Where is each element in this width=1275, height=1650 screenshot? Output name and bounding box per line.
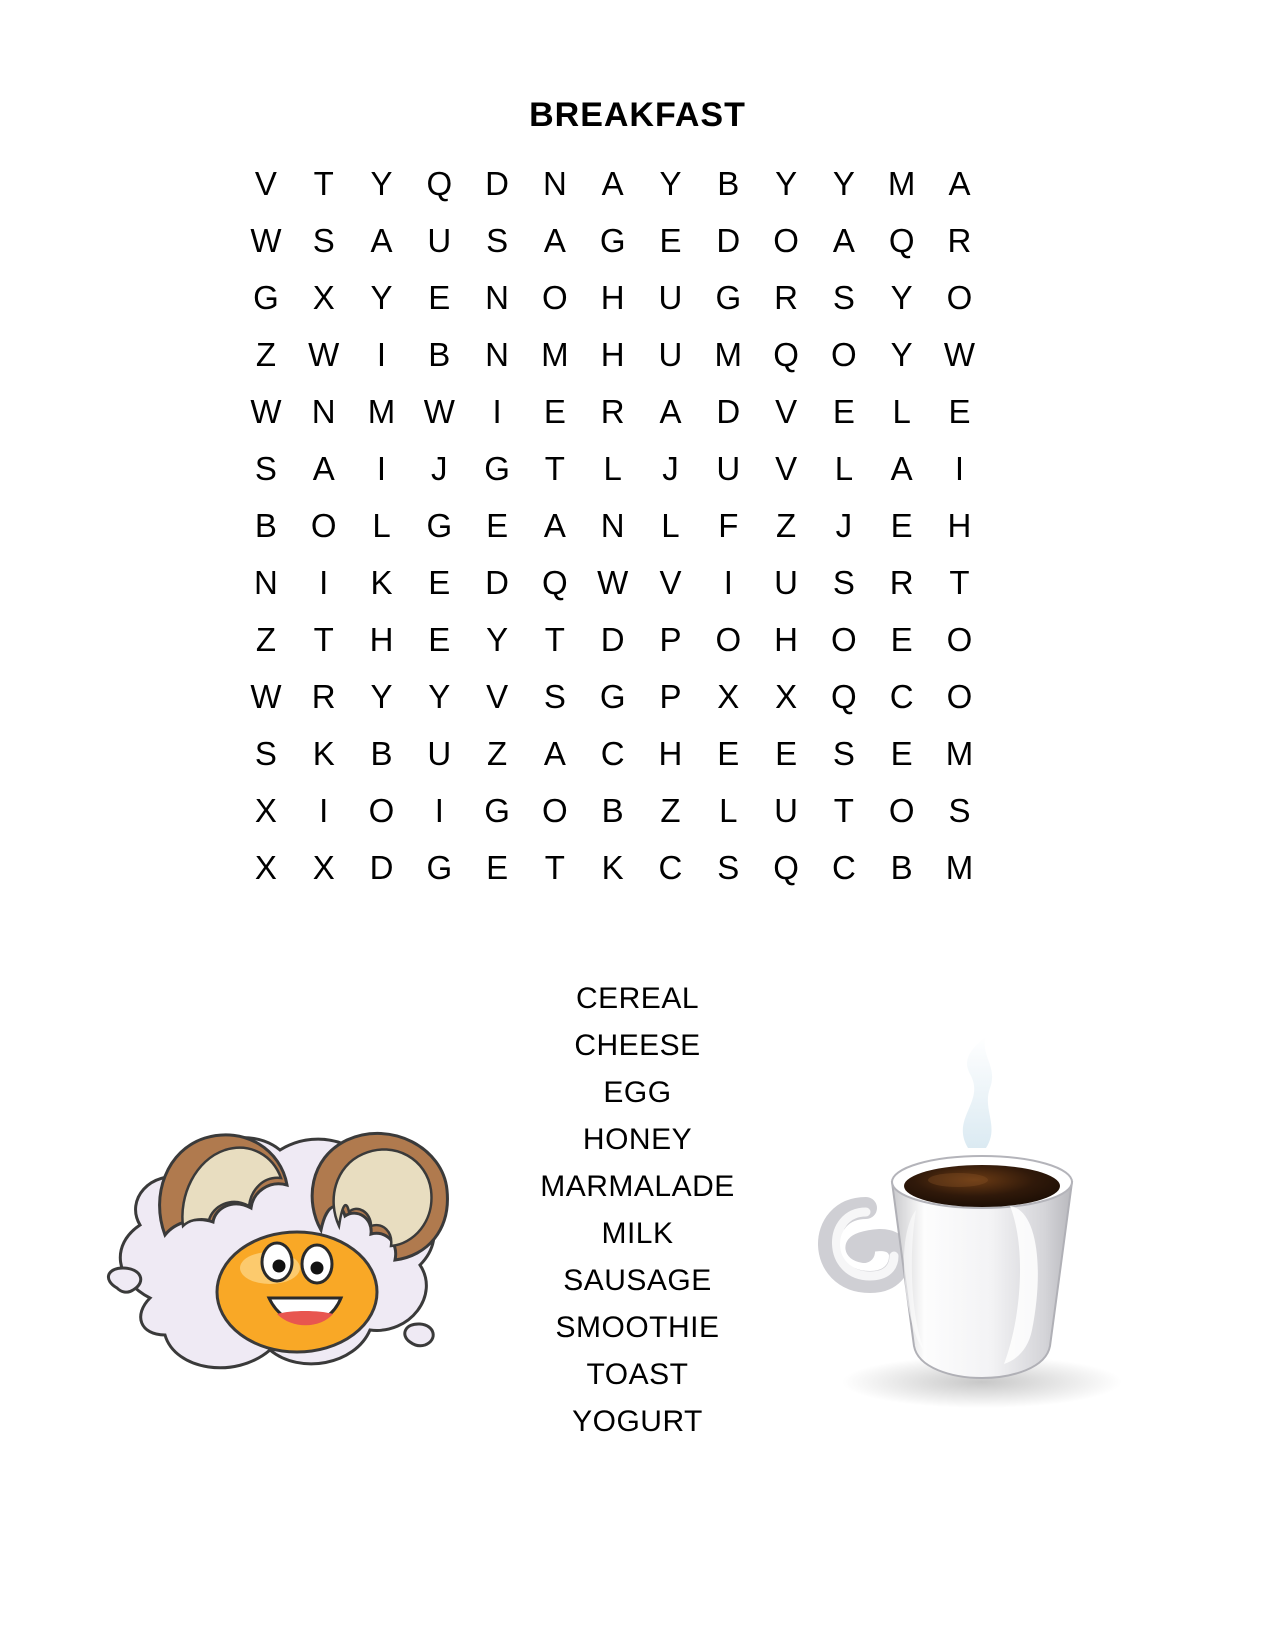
- grid-cell: O: [542, 792, 568, 829]
- grid-cell: Y: [370, 678, 393, 715]
- grid-cell: E: [948, 393, 971, 430]
- grid-cell: Y: [370, 279, 393, 316]
- word-list-item: TOAST: [586, 1358, 689, 1391]
- grid-cell: Q: [831, 678, 857, 715]
- grid-cell: O: [946, 621, 973, 658]
- grid-cell: E: [428, 279, 451, 316]
- grid-cell: H: [774, 621, 798, 658]
- grid-cell: O: [310, 507, 337, 544]
- grid-cell: I: [376, 336, 387, 373]
- grid-cell: I: [376, 450, 387, 487]
- grid-cell: Y: [890, 336, 913, 373]
- grid-cell: Z: [255, 336, 276, 373]
- grid-row: [237, 839, 989, 896]
- grid-cell: E: [486, 849, 509, 886]
- grid-cell: I: [954, 450, 965, 487]
- grid-cell: S: [948, 792, 971, 829]
- grid-cell: B: [254, 507, 277, 544]
- grid-cell: V: [659, 564, 682, 601]
- grid-cell: O: [368, 792, 395, 829]
- grid-cell: K: [312, 735, 335, 772]
- grid-cell: G: [599, 222, 626, 259]
- grid-cell: T: [544, 621, 565, 658]
- grid-cell: W: [250, 678, 282, 715]
- grid-cell: M: [714, 336, 743, 373]
- grid-cell: V: [775, 450, 798, 487]
- grid-cell: E: [890, 735, 913, 772]
- grid-cell: M: [945, 849, 974, 886]
- grid-cell: E: [428, 621, 451, 658]
- grid-cell: P: [659, 621, 682, 658]
- word-list-item: CHEESE: [574, 1029, 701, 1062]
- grid-cell: L: [719, 792, 738, 829]
- grid-cell: G: [484, 792, 510, 829]
- grid-cell: Q: [773, 336, 799, 373]
- grid-cell: D: [485, 165, 509, 202]
- grid-cell: I: [319, 792, 329, 829]
- grid-cell: B: [601, 792, 624, 829]
- grid-cell: C: [889, 678, 914, 715]
- grid-cell: B: [370, 735, 393, 772]
- grid-cell: Y: [370, 165, 393, 202]
- grid-cell: N: [542, 165, 567, 202]
- grid-cell: S: [254, 735, 277, 772]
- word-list-item: HONEY: [582, 1123, 693, 1156]
- grid-cell: E: [486, 507, 509, 544]
- grid-cell: F: [718, 507, 739, 544]
- grid-cell: W: [308, 336, 340, 373]
- grid-row: [237, 326, 989, 383]
- grid-cell: X: [254, 849, 277, 886]
- grid-row: [237, 668, 989, 725]
- grid-cell: X: [717, 678, 740, 715]
- grid-cell: V: [254, 165, 277, 202]
- word-list-item: EGG: [603, 1076, 672, 1109]
- grid-cell: A: [948, 165, 971, 202]
- grid-cell: X: [312, 849, 335, 886]
- coffee-cup-icon: [800, 1030, 1150, 1430]
- grid-cell: G: [426, 849, 453, 886]
- grid-cell: C: [658, 849, 683, 886]
- grid-cell: Z: [255, 621, 276, 658]
- grid-cell: N: [311, 393, 336, 430]
- grid-row: [237, 269, 989, 326]
- grid-cell: O: [831, 336, 857, 373]
- grid-cell: Y: [775, 165, 798, 202]
- grid-row: [237, 782, 989, 839]
- grid-cell: U: [427, 222, 452, 259]
- grid-cell: G: [599, 678, 626, 715]
- grid-cell: Q: [426, 165, 453, 202]
- grid-cell: D: [716, 393, 741, 430]
- grid-cell: A: [601, 165, 624, 202]
- grid-cell: D: [485, 564, 509, 601]
- grid-cell: B: [890, 849, 913, 886]
- word-search-grid: [237, 155, 989, 896]
- grid-cell: I: [492, 393, 502, 430]
- grid-cell: H: [600, 279, 625, 316]
- grid-cell: R: [311, 678, 336, 715]
- grid-cell: M: [541, 336, 569, 373]
- grid-cell: A: [890, 450, 913, 487]
- grid-cell: O: [831, 621, 857, 658]
- grid-cell: A: [370, 222, 393, 259]
- grid-cell: X: [254, 792, 277, 829]
- grid-cell: V: [486, 678, 509, 715]
- grid-cell: W: [250, 222, 282, 259]
- grid-cell: E: [659, 222, 682, 259]
- grid-cell: Z: [660, 792, 681, 829]
- grid-cell: G: [426, 507, 453, 544]
- page-title: BREAKFAST: [529, 96, 746, 134]
- grid-cell: S: [832, 279, 855, 316]
- grid-cell: D: [716, 222, 741, 259]
- grid-cell: T: [544, 450, 565, 487]
- grid-row: [237, 440, 989, 497]
- grid-cell: S: [486, 222, 509, 259]
- grid-cell: D: [600, 621, 625, 658]
- grid-cell: O: [946, 279, 973, 316]
- grid-cell: R: [889, 564, 914, 601]
- grid-cell: T: [313, 621, 334, 658]
- grid-cell: A: [543, 507, 566, 544]
- grid-cell: Q: [773, 849, 799, 886]
- grid-cell: N: [253, 564, 278, 601]
- grid-cell: E: [832, 393, 855, 430]
- grid-cell: Y: [659, 165, 682, 202]
- grid-cell: L: [372, 507, 391, 544]
- grid-cell: T: [544, 849, 565, 886]
- grid-cell: W: [423, 393, 455, 430]
- grid-cell: R: [600, 393, 625, 430]
- grid-cell: Y: [890, 279, 913, 316]
- word-list-item: YOGURT: [572, 1405, 703, 1438]
- grid-cell: J: [431, 450, 448, 487]
- grid-cell: Y: [832, 165, 855, 202]
- grid-cell: E: [428, 564, 451, 601]
- grid-cell: J: [662, 450, 679, 487]
- grid-cell: Z: [487, 735, 508, 772]
- grid-row: [237, 212, 989, 269]
- grid-cell: U: [716, 450, 741, 487]
- grid-cell: S: [543, 678, 566, 715]
- grid-row: [237, 155, 989, 212]
- grid-cell: W: [250, 393, 282, 430]
- grid-cell: U: [427, 735, 452, 772]
- grid-cell: E: [543, 393, 566, 430]
- grid-cell: U: [658, 336, 683, 373]
- grid-cell: W: [943, 336, 976, 373]
- grid-cell: S: [832, 735, 855, 772]
- grid-cell: X: [312, 279, 335, 316]
- grid-row: [237, 554, 989, 611]
- grid-cell: H: [369, 621, 394, 658]
- grid-cell: D: [369, 849, 394, 886]
- grid-cell: S: [717, 849, 740, 886]
- grid-cell: U: [774, 564, 798, 601]
- grid-cell: O: [715, 621, 742, 658]
- grid-cell: A: [312, 450, 335, 487]
- grid-cell: E: [717, 735, 740, 772]
- grid-cell: C: [831, 849, 856, 886]
- grid-cell: W: [597, 564, 629, 601]
- grid-cell: J: [835, 507, 853, 544]
- grid-cell: U: [774, 792, 798, 829]
- grid-cell: N: [485, 336, 509, 373]
- grid-cell: L: [603, 450, 622, 487]
- grid-cell: H: [947, 507, 972, 544]
- grid-cell: K: [370, 564, 393, 601]
- grid-cell: O: [888, 792, 915, 829]
- grid-cell: B: [428, 336, 451, 373]
- fried-egg-icon: [55, 1030, 475, 1400]
- grid-cell: A: [543, 735, 566, 772]
- grid-cell: Z: [775, 507, 797, 544]
- grid-cell: O: [773, 222, 799, 259]
- grid-cell: Y: [428, 678, 451, 715]
- grid-cell: R: [774, 279, 798, 316]
- grid-cell: Y: [486, 621, 509, 658]
- grid-row: [237, 611, 989, 668]
- grid-cell: R: [947, 222, 972, 259]
- word-list-item: MILK: [601, 1217, 674, 1250]
- word-list-item: SMOOTHIE: [555, 1311, 720, 1344]
- grid-cell: E: [890, 507, 913, 544]
- grid-cell: L: [661, 507, 680, 544]
- grid-cell: Q: [542, 564, 568, 601]
- grid-row: [237, 725, 989, 782]
- grid-cell: A: [659, 393, 682, 430]
- grid-cell: Q: [888, 222, 915, 259]
- grid-row: [237, 497, 989, 554]
- grid-cell: I: [434, 792, 444, 829]
- grid-cell: L: [834, 450, 854, 487]
- grid-cell: E: [890, 621, 913, 658]
- word-list-item: SAUSAGE: [563, 1264, 712, 1297]
- grid-cell: B: [717, 165, 740, 202]
- grid-cell: O: [542, 279, 568, 316]
- grid-cell: T: [949, 564, 970, 601]
- grid-cell: S: [254, 450, 277, 487]
- grid-cell: E: [775, 735, 798, 772]
- grid-cell: A: [832, 222, 855, 259]
- grid-cell: H: [600, 336, 625, 373]
- grid-cell: O: [946, 678, 973, 715]
- grid-cell: C: [600, 735, 625, 772]
- grid-cell: S: [312, 222, 335, 259]
- grid-cell: S: [832, 564, 855, 601]
- grid-cell: H: [658, 735, 683, 772]
- word-list-item: CEREAL: [575, 982, 700, 1015]
- grid-cell: I: [319, 564, 329, 601]
- grid-cell: U: [658, 279, 683, 316]
- grid-cell: L: [892, 393, 911, 430]
- grid-cell: M: [945, 735, 974, 772]
- grid-cell: G: [484, 450, 510, 487]
- grid-cell: V: [775, 393, 798, 430]
- grid-cell: I: [723, 564, 733, 601]
- grid-cell: A: [543, 222, 566, 259]
- grid-cell: G: [253, 279, 279, 316]
- grid-cell: N: [600, 507, 625, 544]
- grid-row: [237, 383, 989, 440]
- grid-cell: T: [313, 165, 334, 202]
- grid-cell: K: [601, 849, 624, 886]
- grid-cell: G: [715, 279, 742, 316]
- grid-cell: N: [485, 279, 509, 316]
- grid-cell: M: [367, 393, 396, 430]
- grid-cell: X: [775, 678, 798, 715]
- word-list-item: MARMALADE: [540, 1170, 735, 1203]
- grid-cell: P: [659, 678, 682, 715]
- grid-cell: T: [833, 792, 854, 829]
- grid-cell: M: [887, 165, 916, 202]
